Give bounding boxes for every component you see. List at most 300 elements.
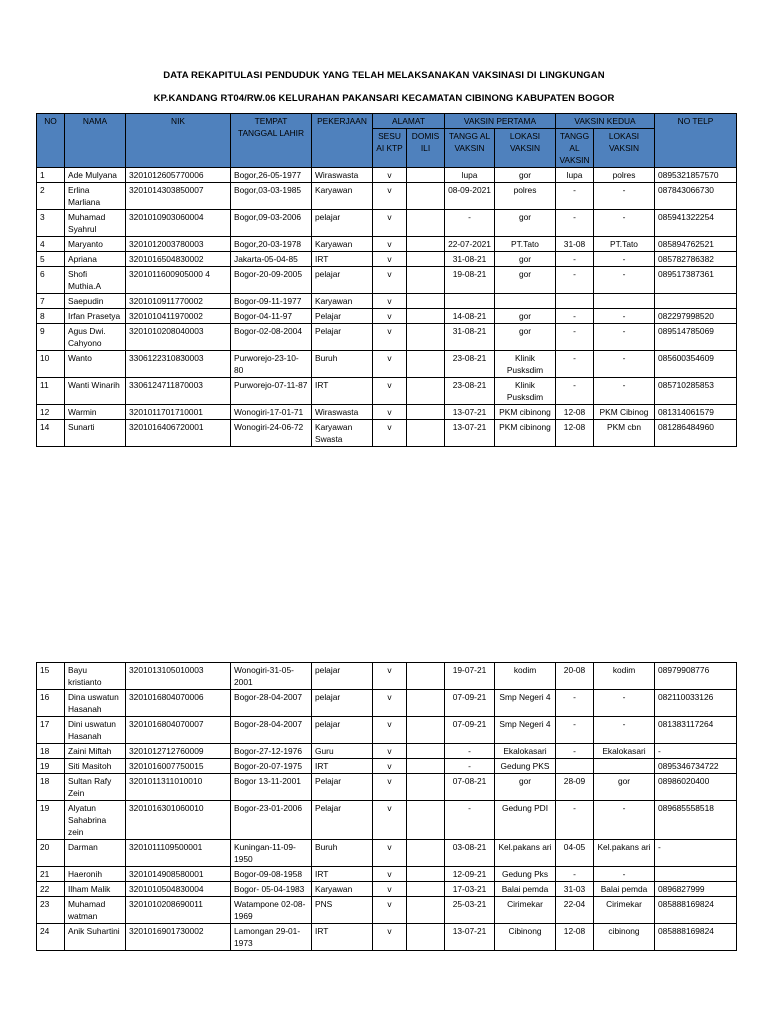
cell-nik: 3201012003780003	[126, 237, 231, 252]
header-alamat: ALAMAT	[373, 114, 445, 129]
cell-no: 7	[37, 294, 65, 309]
table-row	[37, 774, 737, 801]
cell-domisili	[407, 324, 445, 351]
cell-sesuai-ktp: v	[373, 309, 407, 324]
cell-tempat-tanggal-lahir: Bogor- 05-04-1983	[231, 882, 312, 897]
cell-pekerjaan: IRT	[312, 867, 373, 882]
cell-no-telp: 082110033126	[655, 690, 737, 717]
document-subtitle: KP.KANDANG RT04/RW.06 KELURAHAN PAKANSARI KECAMATAN CIBINONG KABUPATEN BOGOR	[153, 93, 615, 104]
cell-no: 9	[37, 324, 65, 351]
cell-tempat-tanggal-lahir: Lamongan 29-01-1973	[231, 924, 312, 951]
cell-no: 10	[37, 351, 65, 378]
cell-domisili	[407, 882, 445, 897]
cell-nama: Warmin	[65, 405, 126, 420]
cell-no: 4	[37, 237, 65, 252]
cell-sesuai-ktp: v	[373, 294, 407, 309]
table-row	[37, 924, 737, 951]
cell-lokasi-vaksin-1: PKM cibinong	[495, 420, 556, 447]
cell-tempat-tanggal-lahir: Wonogiri-24-06-72	[231, 420, 312, 447]
cell-tanggal-vaksin-2	[556, 294, 594, 309]
cell-pekerjaan: Karyawan	[312, 183, 373, 210]
header-lokasi-vaksin-2: LOKASI VAKSIN	[594, 129, 655, 168]
cell-tanggal-vaksin-1: lupa	[445, 168, 495, 183]
cell-tempat-tanggal-lahir: Purworejo-07-11-87	[231, 378, 312, 405]
cell-sesuai-ktp: v	[373, 324, 407, 351]
header-nik: NIK	[126, 114, 231, 168]
cell-tempat-tanggal-lahir: Watampone 02-08-1969	[231, 897, 312, 924]
table-row	[37, 324, 737, 351]
table-header	[37, 114, 737, 168]
table-row	[37, 759, 737, 774]
cell-tanggal-vaksin-2: -	[556, 717, 594, 744]
cell-lokasi-vaksin-1: polres	[495, 183, 556, 210]
cell-nik: 3306124711870003	[126, 378, 231, 405]
cell-tanggal-vaksin-1: 17-03-21	[445, 882, 495, 897]
cell-domisili	[407, 267, 445, 294]
cell-lokasi-vaksin-1: Kel.pakans ari	[495, 840, 556, 867]
cell-lokasi-vaksin-2: -	[594, 183, 655, 210]
cell-domisili	[407, 840, 445, 867]
cell-lokasi-vaksin-2: -	[594, 210, 655, 237]
cell-tanggal-vaksin-1: 13-07-21	[445, 405, 495, 420]
cell-tempat-tanggal-lahir: Kuningan-11-09-1950	[231, 840, 312, 867]
cell-sesuai-ktp: v	[373, 759, 407, 774]
cell-no: 2	[37, 183, 65, 210]
cell-no: 19	[37, 759, 65, 774]
cell-nama: Haeronih	[65, 867, 126, 882]
cell-no-telp: 089517387361	[655, 267, 737, 294]
cell-nik: 3201010504830004	[126, 882, 231, 897]
cell-nik: 3201010208040003	[126, 324, 231, 351]
cell-sesuai-ktp: v	[373, 168, 407, 183]
cell-lokasi-vaksin-2: -	[594, 267, 655, 294]
header-vaksin-pertama: VAKSIN PERTAMA	[445, 114, 556, 129]
cell-tempat-tanggal-lahir: Bogor-27-12-1976	[231, 744, 312, 759]
cell-no: 5	[37, 252, 65, 267]
header-tempat-tanggal-lahir: TEMPAT TANGGAL LAHIR	[231, 114, 312, 168]
cell-domisili	[407, 717, 445, 744]
cell-tanggal-vaksin-2: 31-03	[556, 882, 594, 897]
cell-no-telp: 087843066730	[655, 183, 737, 210]
cell-nama: Agus Dwi. Cahyono	[65, 324, 126, 351]
cell-tanggal-vaksin-1: 12-09-21	[445, 867, 495, 882]
cell-sesuai-ktp: v	[373, 237, 407, 252]
cell-no: 21	[37, 867, 65, 882]
cell-lokasi-vaksin-2	[594, 294, 655, 309]
cell-tempat-tanggal-lahir: Bogor-23-01-2006	[231, 801, 312, 840]
cell-nama: Saepudin	[65, 294, 126, 309]
cell-no-telp: 085600354609	[655, 351, 737, 378]
table-row	[37, 744, 737, 759]
cell-tempat-tanggal-lahir: Bogor 13-11-2001	[231, 774, 312, 801]
cell-tempat-tanggal-lahir: Bogor-28-04-2007	[231, 717, 312, 744]
cell-tempat-tanggal-lahir: Jakarta-05-04-85	[231, 252, 312, 267]
cell-sesuai-ktp: v	[373, 267, 407, 294]
cell-tempat-tanggal-lahir: Bogor-02-08-2004	[231, 324, 312, 351]
cell-no: 15	[37, 663, 65, 690]
cell-lokasi-vaksin-2: -	[594, 252, 655, 267]
cell-tanggal-vaksin-2: 28-09	[556, 774, 594, 801]
table-body-page-2	[37, 663, 737, 951]
cell-no-telp: 081286484960	[655, 420, 737, 447]
cell-tanggal-vaksin-2: 20-08	[556, 663, 594, 690]
cell-no-telp: 085894762521	[655, 237, 737, 252]
cell-no: 18	[37, 774, 65, 801]
cell-sesuai-ktp: v	[373, 351, 407, 378]
cell-tanggal-vaksin-2: -	[556, 252, 594, 267]
cell-sesuai-ktp: v	[373, 690, 407, 717]
cell-tanggal-vaksin-2: 04-05	[556, 840, 594, 867]
cell-sesuai-ktp: v	[373, 840, 407, 867]
table-row	[37, 840, 737, 867]
cell-tempat-tanggal-lahir: Bogor-20-09-2005	[231, 267, 312, 294]
cell-domisili	[407, 351, 445, 378]
header-no: NO	[37, 114, 65, 168]
vaccination-table-page-1	[36, 113, 737, 447]
cell-lokasi-vaksin-1: gor	[495, 324, 556, 351]
cell-nik: 3201012712760009	[126, 744, 231, 759]
cell-tempat-tanggal-lahir: Bogor-04-11-97	[231, 309, 312, 324]
table-row	[37, 309, 737, 324]
cell-nama: Darman	[65, 840, 126, 867]
cell-tanggal-vaksin-1: 14-08-21	[445, 309, 495, 324]
cell-no-telp	[655, 867, 737, 882]
cell-sesuai-ktp: v	[373, 882, 407, 897]
cell-tanggal-vaksin-1: 13-07-21	[445, 924, 495, 951]
cell-nik: 3201016301060010	[126, 801, 231, 840]
table-row	[37, 267, 737, 294]
cell-nama: Irfan Prasetya	[65, 309, 126, 324]
cell-tanggal-vaksin-1: -	[445, 210, 495, 237]
cell-sesuai-ktp: v	[373, 867, 407, 882]
cell-nama: Muhamad Syahrul	[65, 210, 126, 237]
cell-tanggal-vaksin-2: 12-08	[556, 420, 594, 447]
cell-lokasi-vaksin-2: -	[594, 351, 655, 378]
cell-no-telp: 08986020400	[655, 774, 737, 801]
cell-no-telp: 085941322254	[655, 210, 737, 237]
cell-lokasi-vaksin-2: PT.Tato	[594, 237, 655, 252]
cell-lokasi-vaksin-1: Gedung PKS	[495, 759, 556, 774]
cell-nama: Siti Masitoh	[65, 759, 126, 774]
cell-tempat-tanggal-lahir: Bogor-09-11-1977	[231, 294, 312, 309]
cell-pekerjaan: Guru	[312, 744, 373, 759]
cell-tanggal-vaksin-1: 23-08-21	[445, 351, 495, 378]
cell-no: 8	[37, 309, 65, 324]
table-row	[37, 252, 737, 267]
cell-nik: 3201014908580001	[126, 867, 231, 882]
cell-no: 22	[37, 882, 65, 897]
cell-tempat-tanggal-lahir: Bogor,20-03-1978	[231, 237, 312, 252]
cell-domisili	[407, 801, 445, 840]
cell-tanggal-vaksin-2: 22-04	[556, 897, 594, 924]
cell-pekerjaan: Wiraswasta	[312, 405, 373, 420]
cell-nama: Ilham Malik	[65, 882, 126, 897]
cell-sesuai-ktp: v	[373, 378, 407, 405]
cell-domisili	[407, 924, 445, 951]
cell-tanggal-vaksin-1: 07-08-21	[445, 774, 495, 801]
cell-pekerjaan: Karyawan	[312, 237, 373, 252]
cell-tanggal-vaksin-2: 12-08	[556, 924, 594, 951]
cell-nik: 3201010903060004	[126, 210, 231, 237]
cell-no-telp: -	[655, 840, 737, 867]
cell-lokasi-vaksin-1: Gedung Pks	[495, 867, 556, 882]
cell-tanggal-vaksin-2: -	[556, 210, 594, 237]
cell-tanggal-vaksin-1: 23-08-21	[445, 378, 495, 405]
cell-lokasi-vaksin-2: polres	[594, 168, 655, 183]
cell-lokasi-vaksin-1: Balai pemda	[495, 882, 556, 897]
cell-nama: Muhamad watman	[65, 897, 126, 924]
cell-lokasi-vaksin-2: -	[594, 378, 655, 405]
cell-pekerjaan: pelajar	[312, 210, 373, 237]
cell-nik: 3201012605770006	[126, 168, 231, 183]
cell-no-telp: 085710285853	[655, 378, 737, 405]
cell-lokasi-vaksin-2: PKM Cibinog	[594, 405, 655, 420]
cell-lokasi-vaksin-2	[594, 759, 655, 774]
cell-nik: 3201010911770002	[126, 294, 231, 309]
cell-no: 3	[37, 210, 65, 237]
cell-lokasi-vaksin-1: Klinik Pusksdim	[495, 351, 556, 378]
cell-lokasi-vaksin-1: Smp Negeri 4	[495, 690, 556, 717]
cell-nama: Apriana	[65, 252, 126, 267]
cell-nik: 3306122310830003	[126, 351, 231, 378]
cell-nik: 3201011600905000 4	[126, 267, 231, 294]
cell-lokasi-vaksin-2: cibinong	[594, 924, 655, 951]
cell-lokasi-vaksin-2: -	[594, 309, 655, 324]
cell-lokasi-vaksin-2: gor	[594, 774, 655, 801]
cell-no: 12	[37, 405, 65, 420]
header-tanggal-vaksin-2: TANGG AL VAKSIN	[556, 129, 594, 168]
cell-tanggal-vaksin-1: 22-07-2021	[445, 237, 495, 252]
table-row	[37, 663, 737, 690]
cell-pekerjaan: Karyawan Swasta	[312, 420, 373, 447]
cell-domisili	[407, 294, 445, 309]
cell-domisili	[407, 210, 445, 237]
cell-tanggal-vaksin-2: -	[556, 309, 594, 324]
cell-lokasi-vaksin-1: gor	[495, 210, 556, 237]
cell-lokasi-vaksin-1: gor	[495, 267, 556, 294]
cell-sesuai-ktp: v	[373, 774, 407, 801]
cell-no: 23	[37, 897, 65, 924]
cell-tempat-tanggal-lahir: Bogor-28-04-2007	[231, 690, 312, 717]
cell-tanggal-vaksin-1: 31-08-21	[445, 324, 495, 351]
cell-nama: Sultan Rafy Zein	[65, 774, 126, 801]
cell-nik: 3201011311010010	[126, 774, 231, 801]
cell-no: 6	[37, 267, 65, 294]
cell-nik: 3201011701710001	[126, 405, 231, 420]
header-sesuai-ktp: SESU AI KTP	[373, 129, 407, 168]
table-body-page-1	[37, 168, 737, 447]
cell-domisili	[407, 759, 445, 774]
table-row	[37, 168, 737, 183]
cell-nik: 3201016901730002	[126, 924, 231, 951]
table-row	[37, 882, 737, 897]
table-row	[37, 717, 737, 744]
cell-tanggal-vaksin-2	[556, 759, 594, 774]
cell-tanggal-vaksin-1: -	[445, 801, 495, 840]
cell-tanggal-vaksin-1: 07-09-21	[445, 690, 495, 717]
cell-pekerjaan: Buruh	[312, 840, 373, 867]
cell-lokasi-vaksin-2: Ekalokasari	[594, 744, 655, 759]
cell-no: 19	[37, 801, 65, 840]
cell-domisili	[407, 237, 445, 252]
cell-tanggal-vaksin-2: -	[556, 324, 594, 351]
cell-lokasi-vaksin-2: PKM cbn	[594, 420, 655, 447]
cell-domisili	[407, 690, 445, 717]
cell-domisili	[407, 420, 445, 447]
cell-tanggal-vaksin-1: 19-08-21	[445, 267, 495, 294]
cell-lokasi-vaksin-1: Cirimekar	[495, 897, 556, 924]
cell-nama: Dini uswatun Hasanah	[65, 717, 126, 744]
cell-domisili	[407, 378, 445, 405]
cell-pekerjaan: Karyawan	[312, 294, 373, 309]
cell-no-telp	[655, 294, 737, 309]
cell-domisili	[407, 252, 445, 267]
cell-pekerjaan: Karyawan	[312, 882, 373, 897]
table-row	[37, 867, 737, 882]
cell-no-telp: 082297998520	[655, 309, 737, 324]
cell-no: 16	[37, 690, 65, 717]
cell-lokasi-vaksin-1: Ekalokasari	[495, 744, 556, 759]
cell-tanggal-vaksin-1	[445, 294, 495, 309]
cell-sesuai-ktp: v	[373, 405, 407, 420]
cell-pekerjaan: IRT	[312, 252, 373, 267]
cell-domisili	[407, 774, 445, 801]
cell-domisili	[407, 405, 445, 420]
cell-lokasi-vaksin-1: gor	[495, 774, 556, 801]
cell-lokasi-vaksin-2: kodim	[594, 663, 655, 690]
cell-no-telp: 0896827999	[655, 882, 737, 897]
cell-pekerjaan: pelajar	[312, 717, 373, 744]
cell-no-telp: 085888169824	[655, 897, 737, 924]
table-row	[37, 801, 737, 840]
cell-pekerjaan: PNS	[312, 897, 373, 924]
cell-no-telp: 085782786382	[655, 252, 737, 267]
cell-nama: Bayu kristianto	[65, 663, 126, 690]
cell-pekerjaan: Pelajar	[312, 801, 373, 840]
document-title: DATA REKAPITULASI PENDUDUK YANG TELAH MELAKSANAKAN VAKSINASI DI LINGKUNGAN	[163, 70, 605, 81]
cell-nik: 3201013105010003	[126, 663, 231, 690]
cell-pekerjaan: pelajar	[312, 690, 373, 717]
header-domisili: DOMIS ILI	[407, 129, 445, 168]
cell-tanggal-vaksin-1: 08-09-2021	[445, 183, 495, 210]
cell-nama: Wanti Winarih	[65, 378, 126, 405]
cell-lokasi-vaksin-1: Smp Negeri 4	[495, 717, 556, 744]
cell-sesuai-ktp: v	[373, 663, 407, 690]
cell-no-telp: 0895346734722	[655, 759, 737, 774]
vaccination-table-page-2	[36, 662, 737, 951]
cell-tempat-tanggal-lahir: Bogor,03-03-1985	[231, 183, 312, 210]
cell-pekerjaan: Buruh	[312, 351, 373, 378]
cell-lokasi-vaksin-1	[495, 294, 556, 309]
cell-tanggal-vaksin-2: -	[556, 690, 594, 717]
cell-lokasi-vaksin-1: gor	[495, 252, 556, 267]
cell-lokasi-vaksin-1: Gedung PDI	[495, 801, 556, 840]
cell-no-telp: 089685558518	[655, 801, 737, 840]
table-row	[37, 351, 737, 378]
cell-nama: Sunarti	[65, 420, 126, 447]
cell-tempat-tanggal-lahir: Wonogiri-17-01-71	[231, 405, 312, 420]
cell-domisili	[407, 168, 445, 183]
cell-no: 1	[37, 168, 65, 183]
cell-no: 18	[37, 744, 65, 759]
cell-tempat-tanggal-lahir: Bogor,09-03-2006	[231, 210, 312, 237]
cell-no-telp: 08979908776	[655, 663, 737, 690]
table-row	[37, 405, 737, 420]
table-row	[37, 210, 737, 237]
cell-lokasi-vaksin-1: Klinik Pusksdim	[495, 378, 556, 405]
cell-nik: 3201016504830002	[126, 252, 231, 267]
cell-pekerjaan: IRT	[312, 759, 373, 774]
cell-no: 24	[37, 924, 65, 951]
cell-no-telp: 081314061579	[655, 405, 737, 420]
cell-nik: 3201014303850007	[126, 183, 231, 210]
cell-domisili	[407, 867, 445, 882]
cell-nik: 3201010411970002	[126, 309, 231, 324]
cell-no: 17	[37, 717, 65, 744]
cell-no-telp: -	[655, 744, 737, 759]
header-no-telp: NO TELP	[655, 114, 737, 168]
cell-lokasi-vaksin-1: PT.Tato	[495, 237, 556, 252]
cell-lokasi-vaksin-1: gor	[495, 168, 556, 183]
cell-lokasi-vaksin-2: -	[594, 717, 655, 744]
cell-lokasi-vaksin-2: Kel.pakans ari	[594, 840, 655, 867]
cell-tanggal-vaksin-2: -	[556, 744, 594, 759]
cell-sesuai-ktp: v	[373, 744, 407, 759]
cell-nama: Shofi Muthia.A	[65, 267, 126, 294]
cell-nama: Maryanto	[65, 237, 126, 252]
cell-no-telp: 0895321857570	[655, 168, 737, 183]
cell-tanggal-vaksin-1: 07-09-21	[445, 717, 495, 744]
cell-tanggal-vaksin-2: -	[556, 867, 594, 882]
cell-nama: Ade Mulyana	[65, 168, 126, 183]
cell-domisili	[407, 309, 445, 324]
cell-domisili	[407, 897, 445, 924]
cell-domisili	[407, 663, 445, 690]
cell-domisili	[407, 183, 445, 210]
cell-nik: 3201016406720001	[126, 420, 231, 447]
cell-pekerjaan: IRT	[312, 378, 373, 405]
cell-lokasi-vaksin-1: PKM cibinong	[495, 405, 556, 420]
cell-lokasi-vaksin-2: Cirimekar	[594, 897, 655, 924]
cell-tanggal-vaksin-1: 31-08-21	[445, 252, 495, 267]
cell-no: 11	[37, 378, 65, 405]
cell-lokasi-vaksin-1: gor	[495, 309, 556, 324]
cell-tempat-tanggal-lahir: Bogor-20-07-1975	[231, 759, 312, 774]
cell-tanggal-vaksin-2: 12-08	[556, 405, 594, 420]
header-vaksin-kedua: VAKSIN KEDUA	[556, 114, 655, 129]
cell-tanggal-vaksin-2: lupa	[556, 168, 594, 183]
cell-sesuai-ktp: v	[373, 924, 407, 951]
cell-tempat-tanggal-lahir: Bogor-09-08-1958	[231, 867, 312, 882]
cell-no-telp: 089514785069	[655, 324, 737, 351]
table-row	[37, 420, 737, 447]
cell-no-telp: 081383117264	[655, 717, 737, 744]
cell-nik: 3201010208690011	[126, 897, 231, 924]
cell-tanggal-vaksin-2: -	[556, 801, 594, 840]
cell-tempat-tanggal-lahir: Wonogiri-31-05-2001	[231, 663, 312, 690]
cell-sesuai-ktp: v	[373, 717, 407, 744]
cell-tanggal-vaksin-2: -	[556, 183, 594, 210]
cell-nik: 3201016804070007	[126, 717, 231, 744]
cell-sesuai-ktp: v	[373, 183, 407, 210]
cell-lokasi-vaksin-1: Cibinong	[495, 924, 556, 951]
cell-tanggal-vaksin-1: 13-07-21	[445, 420, 495, 447]
cell-lokasi-vaksin-2: -	[594, 690, 655, 717]
cell-tempat-tanggal-lahir: Bogor,26-05-1977	[231, 168, 312, 183]
cell-lokasi-vaksin-2: -	[594, 867, 655, 882]
header-nama: NAMA	[65, 114, 126, 168]
cell-nama: Anik Suhartini	[65, 924, 126, 951]
